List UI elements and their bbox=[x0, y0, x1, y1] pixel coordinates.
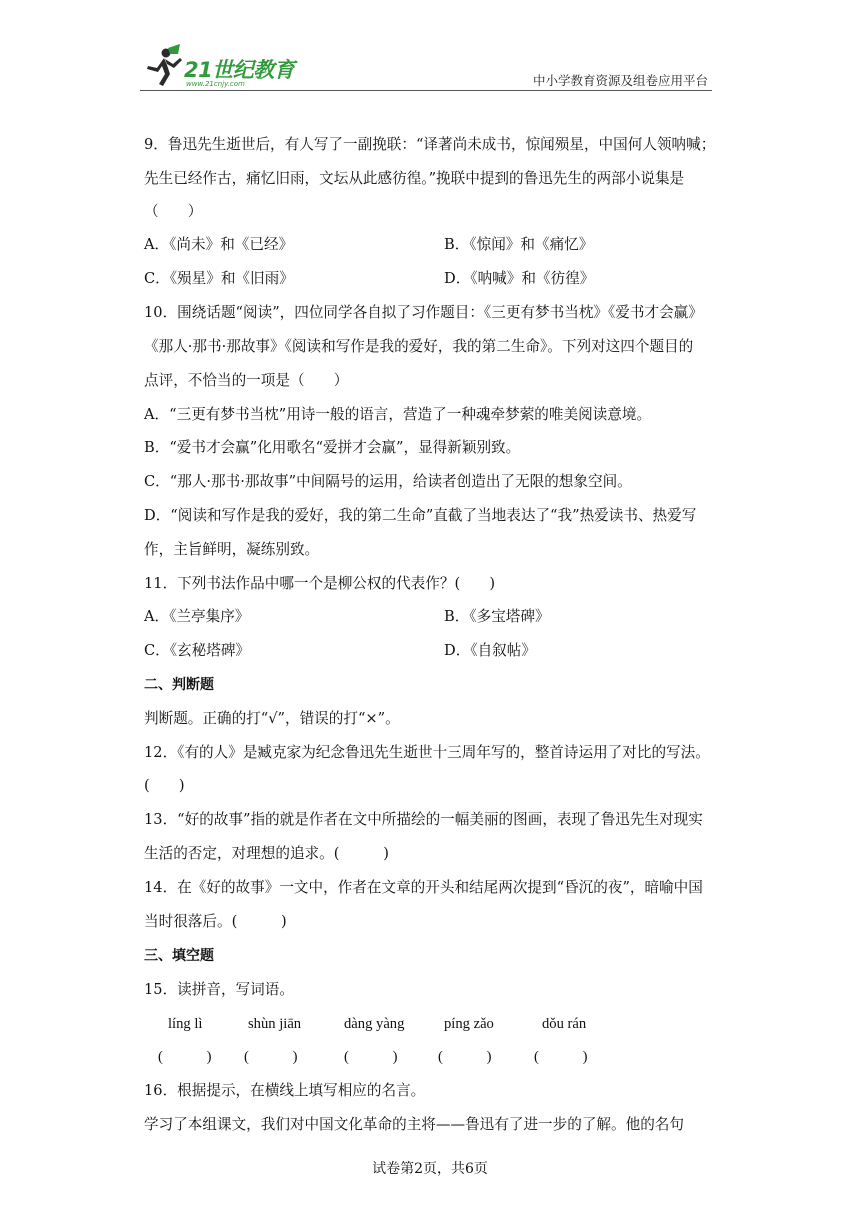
q16-line-2: 学习了本组课文，我们对中国文化革命的主将——鲁迅有了进一步的了解。他的名句 bbox=[144, 1116, 684, 1133]
q11-option-c: C．《玄秘塔碑》 bbox=[144, 642, 251, 659]
section-3-title: 三、填空题 bbox=[144, 948, 214, 964]
platform-name: 中小学教育资源及组卷应用平台 bbox=[532, 73, 708, 88]
q12-line-1: 12．《有的人》是臧克家为纪念鲁迅先生逝世十三周年写的，整首诗运用了对比的写法。 bbox=[144, 744, 710, 761]
q15-pinyin-2: shùn jiān bbox=[248, 1016, 302, 1032]
section-2-title: 二、判断题 bbox=[144, 677, 214, 693]
q9-line-2: 先生已经作古，痛忆旧雨，文坛从此感彷徨。”挽联中提到的鲁迅先生的两部小说集是 bbox=[144, 170, 685, 187]
q15-blank-4[interactable]: ( ) bbox=[438, 1049, 492, 1065]
q15-blank-2[interactable]: ( ) bbox=[244, 1049, 298, 1065]
q15-pinyin-3: dàng yàng bbox=[344, 1016, 405, 1032]
q10-line-3: 点评，不恰当的一项是（ ） bbox=[144, 372, 349, 389]
q11-option-b: B．《多宝塔碑》 bbox=[444, 608, 550, 625]
q11-line-1: 11．下列书法作品中哪一个是柳公权的代表作？( ) bbox=[144, 575, 496, 592]
q10-option-d-line-1: D．“阅读和写作是我的爱好，我的第二生命”直截了当地表达了“我”热爱读书、热爱写 bbox=[144, 507, 697, 524]
q13-line-2: 生活的否定，对理想的追求。( ) bbox=[144, 845, 389, 862]
q15-line-1: 15．读拼音，写词语。 bbox=[144, 981, 294, 998]
page-header bbox=[140, 44, 712, 91]
section-2-intro: 判断题。正确的打“√”，错误的打“×”。 bbox=[144, 710, 400, 727]
q10-option-d-line-2: 作，主旨鲜明，凝练别致。 bbox=[144, 541, 320, 558]
logo bbox=[140, 44, 330, 88]
q14-line-2: 当时很落后。( ) bbox=[144, 913, 287, 930]
q11-option-d: D．《自叙帖》 bbox=[444, 642, 536, 659]
q10-line-2: 《那人·那书·那故事》《阅读和写作是我的爱好，我的第二生命》。下列对这四个题目的 bbox=[144, 338, 694, 355]
q10-option-a: A．“三更有梦书当枕”用诗一般的语言，营造了一种魂牵梦萦的唯美阅读意境。 bbox=[144, 406, 652, 423]
q10-option-b: B．“爱书才会赢”化用歌名“爱拼才会赢”，显得新颖别致。 bbox=[144, 439, 521, 456]
q15-pinyin-4: píng zǎo bbox=[444, 1016, 494, 1032]
q9-option-d: D．《呐喊》和《彷徨》 bbox=[444, 270, 595, 287]
runner-logo-icon bbox=[140, 44, 184, 88]
logo-url: www.21cnjy.com bbox=[186, 80, 245, 88]
q13-line-1: 13．“好的故事”指的就是作者在文中所描绘的一幅美丽的图画，表现了鲁迅先生对现实 bbox=[144, 811, 703, 828]
q12-answer-blank: ( ) bbox=[144, 777, 185, 794]
q16-line-1: 16．根据提示，在横线上填写相应的名言。 bbox=[144, 1082, 426, 1099]
q15-blank-3[interactable]: ( ) bbox=[344, 1049, 398, 1065]
q15-pinyin-5: dǒu rán bbox=[542, 1016, 587, 1032]
q15-blank-5[interactable]: ( ) bbox=[534, 1049, 588, 1065]
q11-option-a: A．《兰亭集序》 bbox=[144, 608, 250, 625]
q14-line-1: 14．在《好的故事》一文中，作者在文章的开头和结尾两次提到“昏沉的夜”，暗喻中国 bbox=[144, 879, 703, 896]
q9-option-a: A．《尚未》和《已经》 bbox=[144, 236, 294, 253]
logo-wordmark: 21世纪教育 bbox=[184, 58, 295, 82]
q9-answer-blank: （ ） bbox=[144, 203, 203, 220]
q9-line-1: 9．鲁迅先生逝世后，有人写了一副挽联：“译著尚未成书，惊闻殒星，中国何人领呐喊； bbox=[144, 136, 716, 153]
q10-option-c: C．“那人·那书·那故事”中间隔号的运用，给读者创造出了无限的想象空间。 bbox=[144, 473, 632, 490]
q10-line-1: 10．围绕话题“阅读”，四位同学各自拟了习作题目：《三更有梦书当枕》《爱书才会赢》 bbox=[144, 304, 703, 321]
q9-option-c: C．《殒星》和《旧雨》 bbox=[144, 270, 294, 287]
q15-pinyin-1: líng lì bbox=[168, 1016, 203, 1032]
q9-option-b: B．《惊闻》和《痛忆》 bbox=[444, 236, 594, 253]
q15-blank-1[interactable]: ( ) bbox=[158, 1049, 212, 1065]
page-footer: 试卷第2页，共6页 bbox=[372, 1161, 488, 1177]
